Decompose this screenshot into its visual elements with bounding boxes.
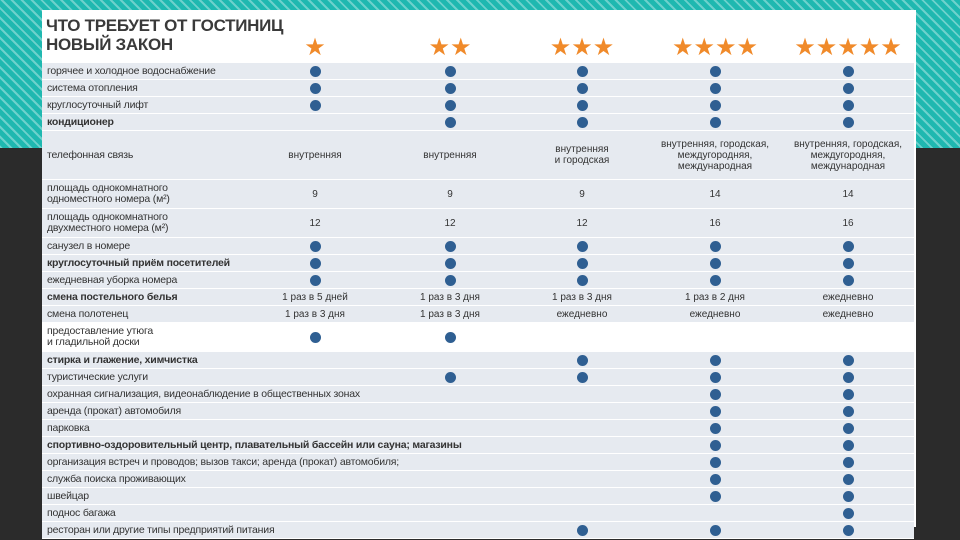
value-cell: 1 раз в 3 дня [285,308,345,320]
filled-circle-icon [843,275,854,286]
filled-circle-icon [445,372,456,383]
empty-cell [783,323,913,351]
yes-dot-cell [385,323,515,351]
filled-circle-icon [445,117,456,128]
row-label: санузел в номере [47,239,131,252]
filled-circle-icon [445,275,456,286]
filled-circle-icon [577,372,588,383]
empty-cell [517,505,647,521]
yes-dot-cell [517,255,647,271]
yes-dot-cell [517,80,647,96]
filled-circle-icon [710,372,721,383]
filled-circle-icon [577,525,588,536]
filled-circle-icon [710,389,721,400]
yes-dot-cell [650,420,780,436]
filled-circle-icon [710,406,721,417]
row-label: смена постельного белья [47,290,178,303]
empty-cell [250,437,380,453]
value-cell: ежедневно [822,308,874,320]
value-cell: 12 [576,217,588,229]
filled-circle-icon [577,66,588,77]
yes-dot-cell [650,369,780,385]
yes-dot-cell [385,272,515,288]
empty-cell [250,352,380,368]
filled-circle-icon [843,66,854,77]
yes-dot-cell [783,63,913,79]
yes-dot-cell [650,238,780,254]
value-cell: ежедневно [689,308,741,320]
table-row [42,488,914,505]
row-label: организация встреч и проводов; вызов такси; аренда (прокат) автомобиля; [47,455,400,468]
table-row [42,386,914,403]
row-label: ресторан или другие типы предприятий питания [47,523,275,536]
yes-dot-cell [250,80,380,96]
filled-circle-icon [710,275,721,286]
yes-dot-cell [783,471,913,487]
row-label: круглосуточный лифт [47,98,149,111]
yes-dot-cell [783,522,913,538]
yes-dot-cell [783,80,913,96]
filled-circle-icon [710,100,721,111]
value-cell: 16 [842,217,854,229]
row-label: площадь однокомнатного одноместного номера (м²) [47,182,170,205]
yes-dot-cell [650,522,780,538]
row-label: швейцар [47,489,89,502]
yes-dot-cell [650,454,780,470]
yes-dot-cell [517,97,647,113]
empty-cell [517,403,647,419]
table-row [42,272,914,289]
filled-circle-icon [577,275,588,286]
empty-cell [250,386,380,402]
yes-dot-cell [250,255,380,271]
empty-cell [385,437,515,453]
row-label: ежедневная уборка номера [47,273,178,286]
filled-circle-icon [577,355,588,366]
filled-circle-icon [445,83,456,94]
value-cell: 9 [579,188,585,200]
table-row [42,437,914,454]
yes-dot-cell [650,352,780,368]
yes-dot-cell [650,63,780,79]
empty-cell [385,352,515,368]
filled-circle-icon [843,117,854,128]
table-row [42,505,914,522]
row-label: смена полотенец [47,307,129,320]
empty-cell [650,323,780,351]
filled-circle-icon [843,440,854,451]
yes-dot-cell [385,97,515,113]
yes-dot-cell [783,272,913,288]
value-cell: 1 раз в 3 дня [420,308,480,320]
star-rating-header-4: ★★★★ [671,34,759,61]
value-cell: 16 [709,217,721,229]
table-row [42,369,914,386]
empty-cell [250,403,380,419]
empty-cell [517,386,647,402]
empty-cell [650,505,780,521]
value-cell: 1 раз в 5 дней [282,291,348,303]
row-label: поднос багажа [47,506,116,519]
filled-circle-icon [843,100,854,111]
yes-dot-cell [385,369,515,385]
yes-dot-cell [517,114,647,130]
filled-circle-icon [577,100,588,111]
row-label: аренда (прокат) автомобиля [47,404,181,417]
table-row [42,63,914,80]
row-label: служба поиска проживающих [47,472,186,485]
value-cell: 12 [444,217,456,229]
filled-circle-icon [445,332,456,343]
filled-circle-icon [843,423,854,434]
star-rating-header-3: ★★★ [549,34,615,61]
filled-circle-icon [710,241,721,252]
table-row [42,131,914,180]
row-label: площадь однокомнатного двухместного номера (м²) [47,211,169,234]
row-label: стирка и глажение, химчистка [47,353,198,366]
value-cell: 1 раз в 2 дня [685,291,745,303]
yes-dot-cell [783,369,913,385]
empty-cell [250,420,380,436]
yes-dot-cell [250,238,380,254]
table-row [42,306,914,323]
yes-dot-cell [783,454,913,470]
empty-cell [385,471,515,487]
row-label: горячее и холодное водоснабжение [47,64,216,77]
filled-circle-icon [710,423,721,434]
filled-circle-icon [445,66,456,77]
yes-dot-cell [783,255,913,271]
yes-dot-cell [783,505,913,521]
value-cell: внутренняя [288,149,342,161]
yes-dot-cell [783,488,913,504]
yes-dot-cell [517,63,647,79]
filled-circle-icon [710,474,721,485]
filled-circle-icon [710,525,721,536]
filled-circle-icon [310,66,321,77]
table-row [42,97,914,114]
row-label: парковка [47,421,90,434]
filled-circle-icon [843,258,854,269]
empty-cell [385,454,515,470]
value-cell: 9 [447,188,453,200]
yes-dot-cell [650,488,780,504]
yes-dot-cell [385,80,515,96]
yes-dot-cell [783,420,913,436]
empty-cell [517,454,647,470]
empty-cell [385,488,515,504]
filled-circle-icon [445,100,456,111]
value-cell: внутренняя, городская, междугородняя, международная [660,138,770,172]
empty-cell [385,386,515,402]
filled-circle-icon [310,241,321,252]
filled-circle-icon [710,258,721,269]
filled-circle-icon [310,275,321,286]
value-cell: 14 [709,188,721,200]
filled-circle-icon [710,66,721,77]
title-line-1: ЧТО ТРЕБУЕТ ОТ ГОСТИНИЦ [46,16,284,35]
yes-dot-cell [650,437,780,453]
yes-dot-cell [517,352,647,368]
value-cell: внутренняя и городская [554,144,610,166]
yes-dot-cell [385,238,515,254]
table-row [42,209,914,238]
filled-circle-icon [843,83,854,94]
yes-dot-cell [650,386,780,402]
yes-dot-cell [385,63,515,79]
value-cell: 9 [312,188,318,200]
yes-dot-cell [250,272,380,288]
table-row [42,255,914,272]
row-label: кондиционер [47,115,114,128]
value-cell: 1 раз в 3 дня [420,291,480,303]
row-label: предоставление утюга и гладильной доски [47,325,153,348]
yes-dot-cell [783,114,913,130]
empty-cell [385,420,515,436]
empty-cell [385,505,515,521]
empty-cell [517,488,647,504]
value-cell: 1 раз в 3 дня [552,291,612,303]
filled-circle-icon [710,491,721,502]
table-row [42,471,914,488]
empty-cell [250,114,380,130]
yes-dot-cell [783,437,913,453]
value-cell: внутренняя [423,149,477,161]
filled-circle-icon [710,355,721,366]
table-row [42,522,914,539]
empty-cell [250,471,380,487]
filled-circle-icon [710,457,721,468]
filled-circle-icon [577,83,588,94]
filled-circle-icon [445,258,456,269]
yes-dot-cell [650,403,780,419]
yes-dot-cell [783,238,913,254]
empty-cell [250,369,380,385]
empty-cell [517,471,647,487]
yes-dot-cell [783,352,913,368]
filled-circle-icon [710,83,721,94]
yes-dot-cell [650,255,780,271]
empty-cell [250,505,380,521]
empty-cell [517,437,647,453]
filled-circle-icon [710,440,721,451]
empty-cell [250,488,380,504]
filled-circle-icon [843,355,854,366]
filled-circle-icon [577,117,588,128]
row-label: спортивно-оздоровительный центр, плавательный бассейн или сауна; магазины [47,438,462,451]
empty-cell [517,323,647,351]
yes-dot-cell [250,63,380,79]
row-label: система отопления [47,81,138,94]
table-row [42,323,914,352]
empty-cell [250,522,380,538]
yes-dot-cell [650,471,780,487]
filled-circle-icon [843,406,854,417]
star-rating-header-2: ★★ [428,34,472,61]
title-line-2: НОВЫЙ ЗАКОН [46,35,173,54]
filled-circle-icon [310,258,321,269]
filled-circle-icon [310,83,321,94]
table-row [42,289,914,306]
row-label: телефонная связь [47,148,134,161]
yes-dot-cell [650,272,780,288]
empty-cell [385,522,515,538]
empty-cell [517,420,647,436]
filled-circle-icon [843,457,854,468]
row-label: охранная сигнализация, видеонаблюдение в общественных зонах [47,387,360,400]
yes-dot-cell [650,114,780,130]
row-label: круглосуточный приём посетителей [47,256,230,269]
value-cell: 14 [842,188,854,200]
filled-circle-icon [310,100,321,111]
yes-dot-cell [783,403,913,419]
table-row [42,454,914,471]
star-rating-header-5: ★★★★★ [794,34,902,61]
filled-circle-icon [577,241,588,252]
filled-circle-icon [843,508,854,519]
table-row [42,80,914,97]
yes-dot-cell [517,369,647,385]
value-cell: ежедневно [822,291,874,303]
yes-dot-cell [385,255,515,271]
value-cell: внутренняя, городская, междугородняя, международная [793,138,903,172]
row-label: туристические услуги [47,370,148,383]
table-row [42,403,914,420]
table-row [42,180,914,209]
yes-dot-cell [250,323,380,351]
value-cell: ежедневно [556,308,608,320]
filled-circle-icon [843,474,854,485]
yes-dot-cell [385,114,515,130]
filled-circle-icon [843,241,854,252]
filled-circle-icon [843,389,854,400]
star-rating-header-1: ★ [304,34,326,61]
filled-circle-icon [843,491,854,502]
yes-dot-cell [650,80,780,96]
yes-dot-cell [783,386,913,402]
table-row [42,238,914,255]
yes-dot-cell [250,97,380,113]
yes-dot-cell [517,522,647,538]
empty-cell [385,403,515,419]
yes-dot-cell [517,238,647,254]
filled-circle-icon [843,372,854,383]
table-row [42,114,914,131]
table-row [42,420,914,437]
value-cell: 12 [309,217,321,229]
yes-dot-cell [783,97,913,113]
filled-circle-icon [310,332,321,343]
filled-circle-icon [577,258,588,269]
filled-circle-icon [445,241,456,252]
empty-cell [250,454,380,470]
yes-dot-cell [517,272,647,288]
table-row [42,352,914,369]
slide [42,10,916,536]
yes-dot-cell [650,97,780,113]
filled-circle-icon [710,117,721,128]
filled-circle-icon [843,525,854,536]
